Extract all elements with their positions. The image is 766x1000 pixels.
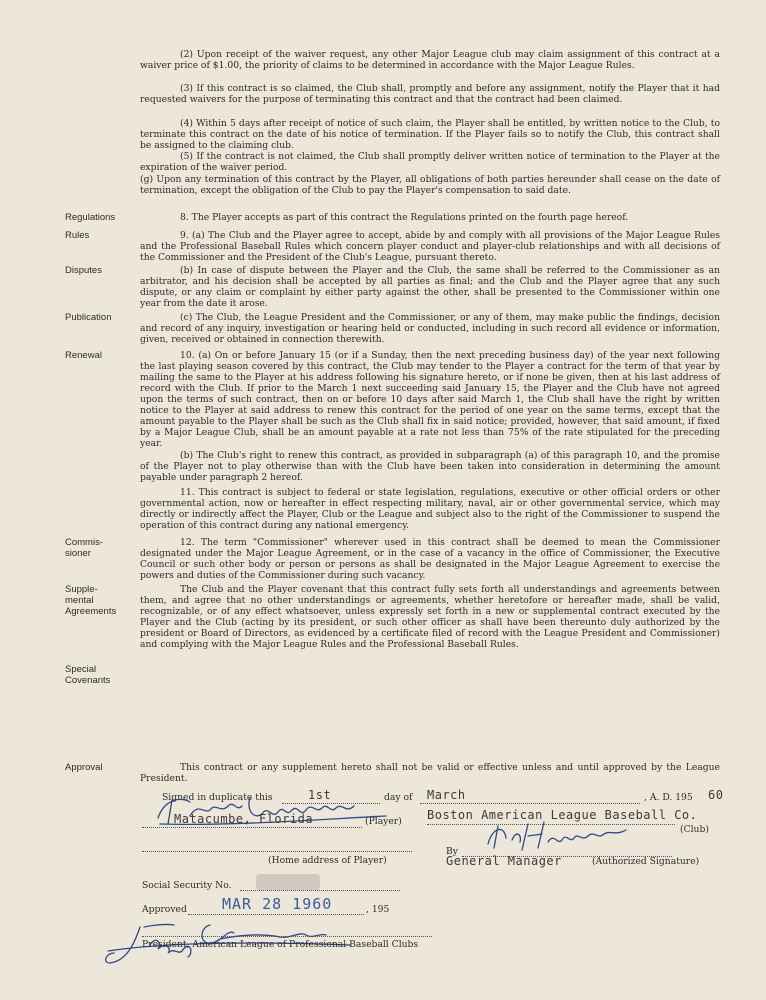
- para-waiver-2: (2) Upon receipt of the waiver request, any other Major League club may claim assignment of this contract at a waiver price of $1.00, the priority of claims to be determined in accordance with the Major League Rules.: [140, 49, 720, 71]
- player-address-field[interactable]: Matacumbe, Florida: [174, 812, 314, 826]
- label-renewal: Renewal: [65, 350, 102, 361]
- club-signature: [482, 818, 642, 854]
- president-dotted-line: [142, 936, 432, 937]
- label-special-covenants: Special Covenants: [65, 664, 111, 686]
- label-commissioner: Commis- sioner: [65, 537, 103, 559]
- month-field[interactable]: March: [427, 788, 466, 802]
- president-label: President, American League of Professional Baseball Clubs: [142, 939, 419, 950]
- para-waiver-3: (3) If this contract is so claimed, the Club shall, promptly and before any assignment, notify the Player that it had requested waivers for the purpose of terminating this contract and that the contract had been claimed.: [140, 83, 720, 105]
- month-dotted-line: [420, 803, 640, 804]
- year-field[interactable]: 60: [708, 788, 724, 802]
- para-disputes: (b) In case of dispute between the Player and the Club, the same shall be referred to the Commissioner as an arbitrator, and his decision shall be accepted by all parties as final; and the Club and the Player agree that any such dispute, or any claim or complaint by either party against the other, shall be presented to the Commissioner within one year from the date it arose.: [140, 265, 720, 309]
- label-publication: Publication: [65, 312, 112, 323]
- label-supplemental: Supple- mental Agreements: [65, 584, 117, 617]
- player-dotted-line: [142, 827, 362, 828]
- label-disputes: Disputes: [65, 265, 102, 276]
- ssn-label: Social Security No.: [142, 880, 232, 891]
- para-rules: 9. (a) The Club and the Player agree to accept, abide by and comply with all provisions of the Major League Rules and the Professional Baseball Rules which concern player conduct and player-club relationships and with all decisions of the Commissioner and the President of the Club's League, pursuant thereto.: [140, 230, 720, 263]
- home-address-dotted-line: [142, 851, 412, 852]
- by-label: By: [446, 846, 458, 857]
- para-regulations: 8. The Player accepts as part of this contract the Regulations printed on the fourth page hereof.: [180, 212, 629, 223]
- para-renewal-a: 10. (a) On or before January 15 (or if a Sunday, then the next preceding business day) of the year next following the last playing season covered by this contract, the Club may tender to the Player a contract for the term of that year by mailing the same to the Player at his address following his signature hereto, or if none be given, then at his last address of record with the Club. If prior to the March 1 next succeeding said January 15, the Player and the Club have not agreed upon the terms of such contract, then on or before 10 days after said March 1, the Club shall have the right by written notice to the Player at said address to renew this contract for the period of one year on the same terms, except that the amount payable to the Player shall be such as the Club shall fix in said notice; provided, however, that said amount, if fixed by a Major League Club, shall be an amount payable at a rate not less than 75% of the rate stipulated for the preceding year.: [140, 350, 720, 449]
- label-approval: Approval: [65, 762, 103, 773]
- para-commissioner: 12. The term "Commissioner" wherever used in this contract shall be deemed to mean the Commissioner designated under the Major League Agreement, or in the case of a vacancy in the office of Commissioner, the Executive Council or such other body or person or persons as shall be designated in the Major League Agreement to exercise the powers and duties of the Commissioner during such vacancy.: [140, 537, 720, 581]
- club-name-field[interactable]: Boston American League Baseball Co.: [427, 808, 698, 822]
- para-approval: This contract or any supplement hereto shall not be valid or effective unless and until approved by the League President.: [140, 762, 720, 784]
- para-waiver-4: (4) Within 5 days after receipt of notice of such claim, the Player shall be entitled, by written notice to the Club, to terminate this contract on the date of his notice of termination. If the Player fails so to notify the Club, this contract shall be assigned to the claiming club.: [140, 118, 720, 151]
- ssn-dotted-line: [240, 890, 400, 891]
- approved-label: Approved: [142, 904, 187, 915]
- approval-date-stamp: MAR 28 1960: [222, 895, 333, 913]
- para-renewal-b: (b) The Club's right to renew this contract, as provided in subparagraph (a) of this paragraph 10, and the promise of the Player not to play otherwise than with the Club have been taken into consideration in determining the amount payable under paragraph 2 hereof.: [140, 450, 720, 483]
- day-field[interactable]: 1st: [308, 788, 332, 802]
- para-supplemental: The Club and the Player covenant that this contract fully sets forth all understandings and agreements between them, and agree that no other understandings or agreements, whether heretofore or hereafter made, shall be valid, recognizable, or of any effect whatsoever, unless expressly set forth in a new or supplemental contract executed by the Player and the Club (acting by its president, or such other officer as shall have been thereunto duly authorized by the president or Board of Directors, as evidenced by a certificate filed of record with the League President and Commissioner) and complying with the Major League Rules and the Professional Baseball Rules.: [140, 584, 720, 650]
- para-11-legislation: 11. This contract is subject to federal or state legislation, regulations, executive or other official orders or other governmental action, now or hereafter in effect respecting military, naval, air or other governmental service, which may directly or indirectly affect the Player, Club or the League and subject also to the right of the Commissioner to suspend the operation of this contract during any national emergency.: [140, 487, 720, 531]
- signed-prefix: Signed in duplicate this: [162, 792, 273, 803]
- label-rules: Rules: [65, 230, 90, 241]
- para-termination-g: (g) Upon any termination of this contract by the Player, all obligations of both parties hereunder shall cease on the date of termination, except the obligation of the Club to pay the Player's compensation to said date.: [140, 174, 720, 196]
- para-publication: (c) The Club, the League President and the Commissioner, or any of them, may make public the findings, decision and record of any inquiry, investigation or hearing held or conducted, including in such record all evidence or information, given, received or obtained in connection therewith.: [140, 312, 720, 345]
- home-address-label: (Home address of Player): [268, 855, 387, 866]
- club-label: (Club): [680, 824, 709, 835]
- ssn-redaction: [256, 874, 320, 890]
- player-label: (Player): [365, 816, 402, 827]
- approved-year-label: , 195: [366, 904, 390, 915]
- day-of-label: day of: [384, 792, 413, 803]
- para-waiver-5: (5) If the contract is not claimed, the Club shall promptly deliver written notice of termination to the Player at the expiration of the waiver period.: [140, 151, 720, 173]
- ad-label: , A. D. 195: [644, 792, 693, 803]
- authorized-signature-label: (Authorized Signature): [592, 856, 700, 867]
- label-regulations: Regulations: [65, 212, 116, 223]
- title-field[interactable]: General Manager: [446, 854, 562, 868]
